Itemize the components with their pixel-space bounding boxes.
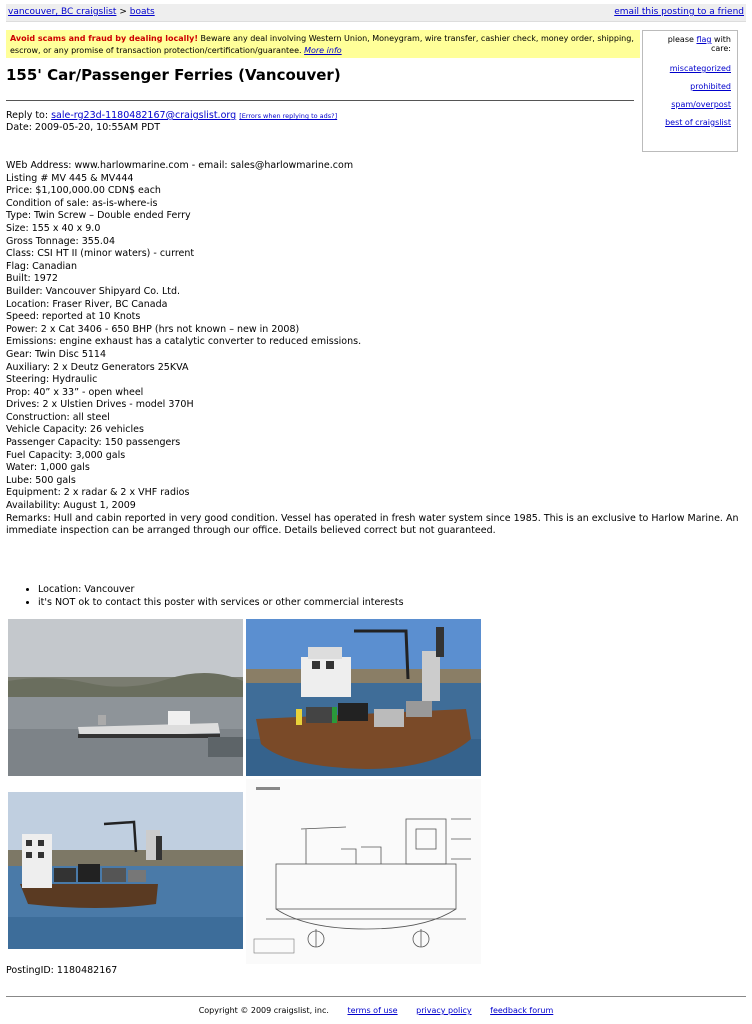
body-line: Built: 1972 (6, 273, 58, 285)
posting-id: PostingID: 1180482167 (6, 965, 118, 976)
reply-email-link[interactable]: sale-rg23d-1180482167@craigslist.org (51, 110, 237, 121)
contact-notice-item: • it's NOT ok to contact this poster with services or other commercial interests (38, 596, 404, 609)
breadcrumb-site-link[interactable]: vancouver, BC craigslist (8, 7, 117, 17)
body-line: Emissions: engine exhaust has a catalytic converter to reduced emissions. (6, 336, 362, 348)
body-line: Builder: Vancouver Shipyard Co. Ltd. (6, 285, 181, 297)
location-item: • Location: Vancouver (38, 583, 404, 596)
breadcrumb-section-link[interactable]: boats (129, 7, 155, 17)
posting-body (6, 160, 741, 538)
privacy-policy-link[interactable]: privacy policy (416, 1006, 472, 1015)
body-line: Gear: Twin Disc 5114 (6, 348, 106, 360)
ferry-plan-drawing[interactable] (246, 779, 481, 964)
body-line: Construction: all steel (6, 411, 110, 423)
feedback-forum-link[interactable]: feedback forum (490, 1006, 554, 1015)
body-line: Water: 1,000 gals (6, 462, 90, 474)
warning-text: Beware any deal involving Western Union, Moneygram, wire transfer, cashier check, money order, shipping, escrow, or any promise of transaction protection/certification/guarantee. (10, 34, 634, 55)
posting-date: Date: 2009-05-20, 10:55AM PDT (6, 122, 161, 133)
body-line: Type: Twin Screw – Double ended Ferry (6, 210, 191, 222)
flag-link[interactable]: flag (696, 35, 712, 44)
body-line: Power: 2 x Cat 3406 - 650 BHP (hrs not known – new in 2008) (6, 323, 300, 335)
flag-suffix: with care: (710, 35, 731, 53)
copyright-text: Copyright © 2009 craigslist, inc. (198, 1006, 329, 1015)
reply-block (6, 110, 337, 134)
body-line: Drives: 2 x Ulstien Drives - model 370H (6, 399, 194, 411)
flag-prohibited-link[interactable]: prohibited (690, 82, 731, 91)
body-line: Size: 155 x 40 x 9.0 (6, 222, 101, 234)
body-line: Fuel Capacity: 3,000 gals (6, 449, 126, 461)
flag-prefix: please (667, 35, 697, 44)
flag-box (642, 30, 738, 152)
body-line: Flag: Canadian (6, 260, 77, 272)
reply-label: Reply to: (6, 110, 52, 121)
body-line: Prop: 40” x 33” - open wheel (6, 386, 144, 398)
body-line: Vehicle Capacity: 26 vehicles (6, 424, 144, 436)
ferry-photo-1[interactable] (8, 619, 243, 776)
body-line: Remarks: Hull and cabin reported in very good condition. Vessel has operated in fresh water system since 1985. This is an exclusive to Harlow Marine. An immediate inspection can be arranged through our office. Details believed correct but not guaranteed. (6, 512, 739, 537)
body-line: Equipment: 2 x radar & 2 x VHF radios (6, 487, 190, 499)
scam-warning-banner (6, 30, 640, 58)
flag-box-heading (649, 35, 731, 53)
breadcrumb-bar (6, 4, 746, 22)
body-line: Steering: Hydraulic (6, 374, 98, 386)
terms-of-use-link[interactable]: terms of use (347, 1006, 398, 1015)
breadcrumb-separator: > (119, 7, 127, 17)
title-divider (6, 100, 634, 101)
body-line: Location: Fraser River, BC Canada (6, 298, 168, 310)
body-line: WEb Address: www.harlowmarine.com - email: sales@harlowmarine.com (6, 160, 354, 171)
body-line: Availability: August 1, 2009 (6, 500, 136, 512)
posting-title: 155' Car/Passenger Ferries (Vancouver) (6, 66, 341, 84)
ferry-photo-3[interactable] (8, 792, 243, 949)
posting-info-list (24, 583, 404, 609)
flag-best-of-link[interactable]: best of craigslist (665, 118, 731, 127)
body-line: Condition of sale: as-is-where-is (6, 197, 158, 209)
ferry-photo-2[interactable] (246, 619, 481, 776)
body-line: Passenger Capacity: 150 passengers (6, 437, 181, 449)
body-line: Gross Tonnage: 355.04 (6, 235, 115, 247)
reply-errors-link[interactable]: [Errors when replying to ads?] (239, 112, 338, 120)
flag-spam-link[interactable]: spam/overpost (671, 100, 731, 109)
more-info-link[interactable]: More info (304, 46, 342, 55)
body-line: Class: CSI HT II (minor waters) - current (6, 248, 195, 260)
email-friend-link[interactable]: email this posting to a friend (614, 7, 744, 17)
body-line: Auxiliary: 2 x Deutz Generators 25KVA (6, 361, 189, 373)
body-line: Lube: 500 gals (6, 474, 76, 486)
footer (0, 1006, 752, 1015)
body-line: Listing # MV 445 & MV444 (6, 172, 134, 184)
warning-headline: Avoid scams and fraud by dealing locally! (10, 34, 198, 43)
footer-divider (6, 996, 746, 997)
breadcrumb (8, 4, 155, 21)
flag-miscategorized-link[interactable]: miscategorized (669, 64, 731, 73)
body-line: Speed: reported at 10 Knots (6, 311, 141, 323)
body-line: Price: $1,100,000.00 CDN$ each (6, 185, 161, 197)
